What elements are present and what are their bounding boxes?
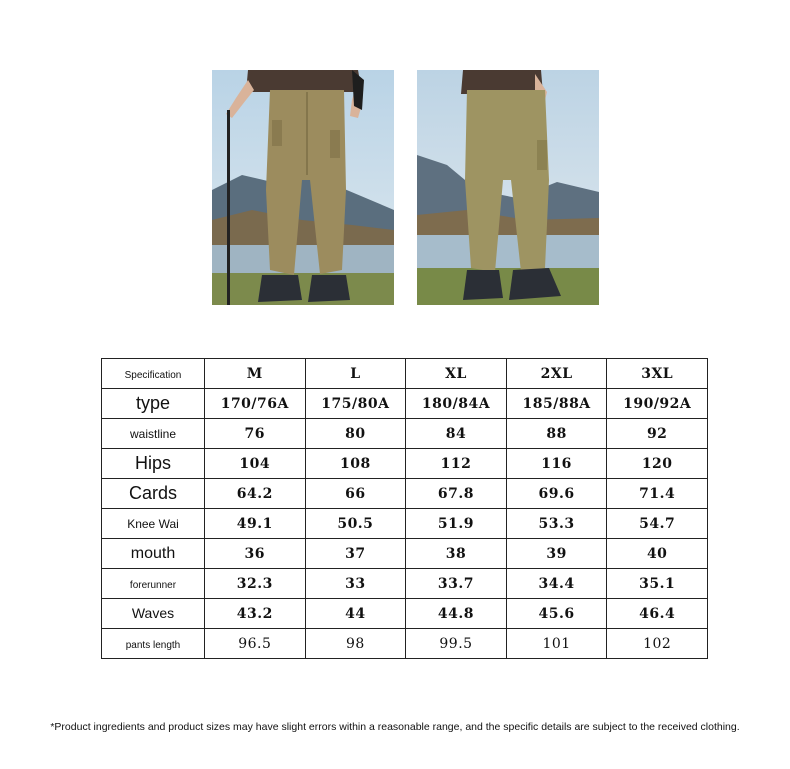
size-column-header: L (305, 359, 406, 389)
row-label-cell (102, 569, 205, 599)
row-label: Hips (134, 453, 171, 473)
row-label: Waves (131, 604, 175, 621)
table-cell: 120 (607, 449, 708, 479)
table-row (102, 449, 708, 479)
row-label: forerunner (129, 579, 177, 591)
row-label: pants length (125, 639, 181, 651)
header-label: Specification (124, 369, 182, 381)
table-cell: 51.9 (406, 509, 507, 539)
product-photo-back (417, 70, 599, 305)
table-cell: 80 (305, 419, 406, 449)
size-header-row (102, 359, 708, 389)
table-cell: 45.6 (506, 599, 607, 629)
table-cell: 35.1 (607, 569, 708, 599)
table-cell: 33 (305, 569, 406, 599)
row-label: type (135, 393, 171, 413)
table-cell: 101 (506, 629, 607, 659)
disclaimer-footnote: *Product ingredients and product sizes may have slight errors within a reasonable range, and the specific details are subject to the received clothing. (50, 721, 740, 733)
size-column-header: 2XL (506, 359, 607, 389)
size-column-header: 3XL (607, 359, 708, 389)
table-cell: 44 (305, 599, 406, 629)
table-row (102, 479, 708, 509)
table-cell: 99.5 (406, 629, 507, 659)
table-cell: 36 (205, 539, 306, 569)
table-cell: 112 (406, 449, 507, 479)
row-label-cell (102, 359, 205, 389)
table-cell: 175/80A (305, 389, 406, 419)
table-cell: 84 (406, 419, 507, 449)
row-label-cell (102, 509, 205, 539)
table-row (102, 389, 708, 419)
table-cell: 33.7 (406, 569, 507, 599)
row-label-cell (102, 599, 205, 629)
row-label: Knee Wai (127, 516, 179, 531)
row-label-cell (102, 629, 205, 659)
table-cell: 50.5 (305, 509, 406, 539)
size-column-header: M (205, 359, 306, 389)
row-label-cell (102, 539, 205, 569)
table-cell: 53.3 (506, 509, 607, 539)
row-label: Cards (128, 483, 177, 503)
table-cell: 32.3 (205, 569, 306, 599)
product-photo-front (212, 70, 394, 305)
table-cell: 190/92A (607, 389, 708, 419)
table-cell: 44.8 (406, 599, 507, 629)
table-cell: 98 (305, 629, 406, 659)
table-cell: 39 (506, 539, 607, 569)
row-label: mouth (130, 544, 176, 562)
table-row (102, 419, 708, 449)
table-cell: 67.8 (406, 479, 507, 509)
table-cell: 71.4 (607, 479, 708, 509)
table-cell: 92 (607, 419, 708, 449)
table-cell: 64.2 (205, 479, 306, 509)
table-cell: 46.4 (607, 599, 708, 629)
table-cell: 88 (506, 419, 607, 449)
table-row (102, 539, 708, 569)
table-row (102, 599, 708, 629)
table-cell: 185/88A (506, 389, 607, 419)
table-cell: 104 (205, 449, 306, 479)
table-cell: 43.2 (205, 599, 306, 629)
row-label-cell (102, 449, 205, 479)
table-cell: 69.6 (506, 479, 607, 509)
size-column-header: XL (406, 359, 507, 389)
table-cell: 38 (406, 539, 507, 569)
table-cell: 37 (305, 539, 406, 569)
table-cell: 170/76A (205, 389, 306, 419)
row-label-cell (102, 479, 205, 509)
table-cell: 54.7 (607, 509, 708, 539)
row-label-cell (102, 419, 205, 449)
row-label: waistline (129, 426, 177, 441)
table-cell: 66 (305, 479, 406, 509)
table-cell: 40 (607, 539, 708, 569)
table-cell: 34.4 (506, 569, 607, 599)
table-cell: 102 (607, 629, 708, 659)
table-row (102, 509, 708, 539)
table-cell: 116 (506, 449, 607, 479)
table-cell: 108 (305, 449, 406, 479)
table-cell: 49.1 (205, 509, 306, 539)
table-row (102, 629, 708, 659)
size-chart-table (101, 358, 708, 659)
table-cell: 76 (205, 419, 306, 449)
table-row (102, 569, 708, 599)
row-label-cell (102, 389, 205, 419)
table-cell: 180/84A (406, 389, 507, 419)
table-cell: 96.5 (205, 629, 306, 659)
